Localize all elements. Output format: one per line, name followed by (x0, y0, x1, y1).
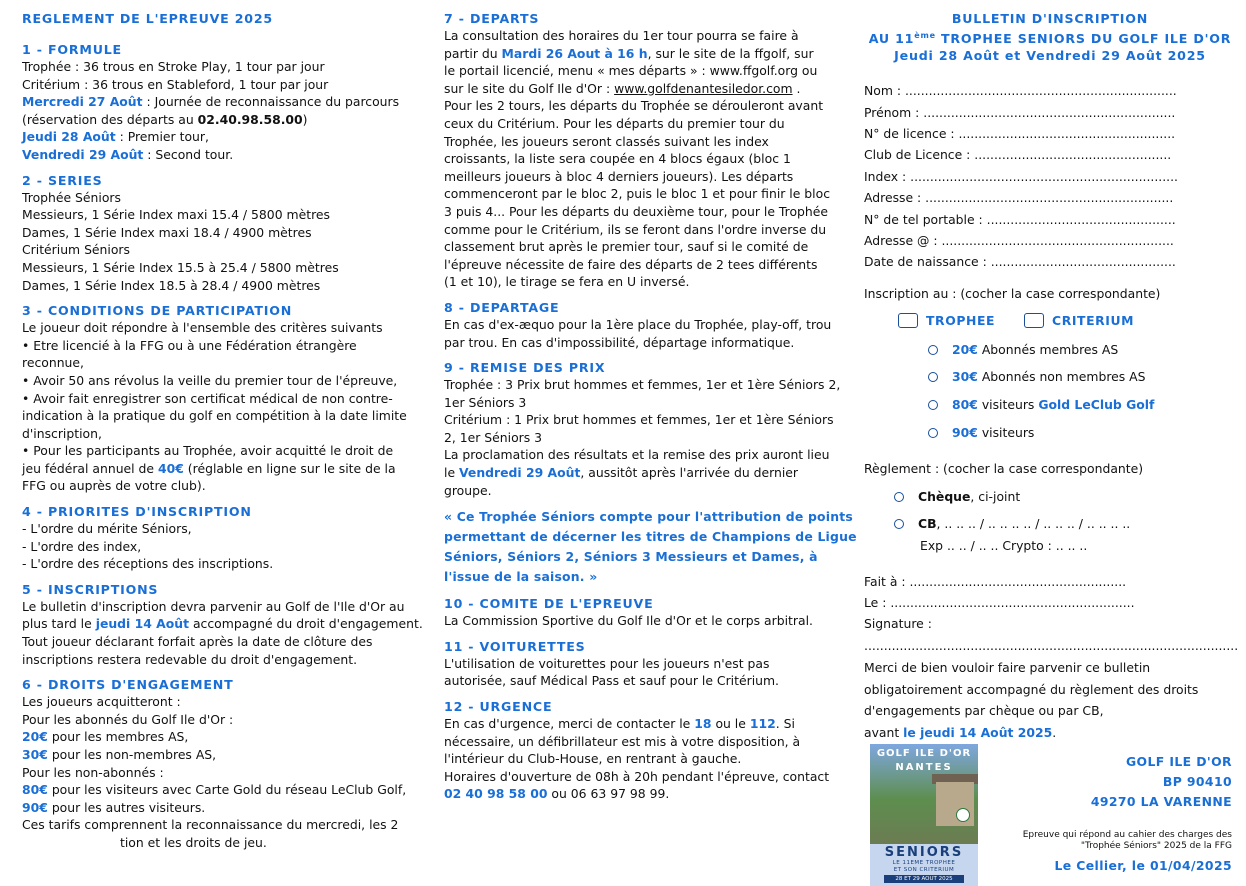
departs-line: Pour les 2 tours, les départs du Trophée se dérouleront avant (444, 98, 824, 114)
droits-line: Ces tarifs comprennent la reconnaissance du mercredi, les 2 (22, 817, 399, 833)
droits-line: tion et les droits de jeu. (120, 834, 267, 850)
trophee-checkbox[interactable] (898, 313, 918, 328)
fee-amount: 20€ (952, 342, 978, 357)
cb-number-field[interactable]: , .. .. .. / .. .. .. .. / .. .. .. / .. .. .. .. (936, 516, 1131, 531)
date-text: Jeudi 28 Août (22, 129, 116, 145)
departs-text: . (792, 80, 801, 96)
urgence-line: Horaires d'ouverture de 08h à 20h pendant l'épreuve, contact (444, 768, 830, 784)
emergency-number: 18 (694, 716, 712, 732)
fee-radio[interactable] (928, 372, 938, 382)
priorites-line: - L'ordre des index, (22, 538, 142, 554)
conditions-line: Le joueur doit répondre à l'ensemble des critères suivants (22, 320, 383, 336)
series-line: Trophée Séniors (22, 189, 121, 205)
formule-text: (réservation des départs au (22, 111, 198, 127)
phone-text: 02 40 98 58 00 (444, 786, 548, 802)
amount-text: 90€ (22, 799, 48, 815)
website-link[interactable]: www.golfdenantesiledor.com (614, 80, 793, 96)
series-line: Messieurs, 1 Série Index 15.5 à 25.4 / 5800 mètres (22, 259, 339, 275)
departs-line: l'épreuve nécessite de faire des départs de 2 tees différents (444, 256, 818, 272)
droits-line: Les joueurs acquitteront : (22, 694, 181, 710)
fee-option[interactable] (928, 342, 1118, 357)
droits-text: pour les visiteurs avec Carte Gold du réseau LeClub Golf, (47, 782, 407, 798)
fee-option[interactable] (928, 397, 1154, 412)
merci-block (864, 657, 1198, 743)
poster-city: NANTES (895, 762, 953, 773)
birthdate-field[interactable]: Date de naissance : ............................................... (864, 254, 1176, 270)
phone-field[interactable]: N° de tel portable : ................................................ (864, 211, 1176, 227)
fee-amount: 30€ (952, 369, 978, 384)
tournament-poster-image (870, 744, 978, 886)
inscriptions-line: Tout joueur déclarant forfait après la date de clôture des (22, 634, 373, 650)
licence-field[interactable]: N° de licence : ....................................................... (864, 126, 1176, 141)
prix-line: La proclamation des résultats et la remise des prix auront lieu (444, 447, 830, 463)
prix-line: 1er Séniors 3 (444, 394, 527, 410)
quote-line: Séniors, Séniors 2, Séniors 3 Messieurs et Dames, à (444, 549, 818, 565)
conditions-line: • Etre licencié à la FFG ou à une Fédération étrangère (22, 337, 357, 353)
inscription-label: Inscription au : (cocher la case correspondante) (864, 285, 1161, 301)
urgence-heading: 12 - URGENCE (444, 699, 553, 715)
departs-line: comme pour le Critérium, ils se feront dans l'ordre inverse du (444, 221, 827, 237)
date-text: Vendredi 29 Août (459, 465, 581, 481)
conditions-heading: 3 - CONDITIONS DE PARTICIPATION (22, 303, 293, 319)
departage-line: En cas d'ex-æquo pour la 1ère place du Trophée, play-off, trou (444, 316, 832, 332)
cheque-text (918, 489, 1020, 504)
criterium-checkbox[interactable] (1024, 313, 1044, 328)
departs-line: Trophée, les joueurs seront classés suivant les index (444, 133, 769, 149)
address-line: 49270 LA VARENNE (1090, 794, 1232, 809)
departage-line: par trou. En cas d'impossibilité, départage informatique. (444, 334, 795, 350)
priorites-line: - L'ordre du mérite Séniors, (22, 521, 192, 537)
address-field[interactable]: Adresse : ............................................................... (864, 190, 1174, 206)
fee-option[interactable] (928, 425, 1034, 440)
inscriptions-text: accompagné du droit d'engagement. (189, 616, 423, 632)
departs-heading: 7 - DEPARTS (444, 11, 540, 26)
departs-line: (1 et 10), le tirage se fera en U inversé. (444, 274, 690, 290)
departs-line: classement brut après le premier tour, sauf si le comité de (444, 239, 809, 255)
urgence-line (444, 785, 816, 803)
formule-heading: 1 - FORMULE (22, 42, 122, 57)
exp-crypto-field[interactable]: Exp .. .. / .. .. Crypto : .. .. .. (920, 538, 1088, 553)
registration-form (864, 10, 1236, 302)
merci-line: d'engagements par chèque ou par CB, (864, 703, 1104, 719)
form-dates: Jeudi 28 Août et Vendredi 29 Août 2025 (894, 48, 1206, 64)
fee-amount: 80€ (952, 397, 978, 412)
conditions-line: reconnue, (22, 355, 84, 371)
departs-text: partir du (444, 45, 502, 61)
prix-text: , aussitôt après l'arrivée du dernier (580, 465, 798, 481)
voiturettes-heading: 11 - VOITURETTES (444, 638, 586, 654)
poster-seniors: SENIORS (884, 845, 964, 860)
formule-line: Critérium : 36 trous en Stableford, 1 tour par jour (22, 76, 329, 92)
date-text: jeudi 14 Août (95, 616, 190, 632)
merci-line: Merci de bien vouloir faire parvenir ce bulletin (864, 660, 1151, 675)
formule-text: : Premier tour, (115, 129, 209, 145)
formule-line (22, 93, 400, 111)
fee-desc: Abonnés non membres AS (977, 369, 1146, 384)
fee-text (952, 397, 1154, 412)
droits-heading: 6 - DROITS D'ENGAGEMENT (22, 677, 234, 693)
inscriptions-heading: 5 - INSCRIPTIONS (22, 581, 159, 597)
prix-text: le (444, 465, 460, 481)
voiturettes-line: autorisée, sauf Médical Pass et sauf pour le Critérium. (444, 673, 779, 689)
place-date: Le Cellier, le 01/04/2025 (1054, 858, 1232, 873)
departs-line: 3 puis 4... Pour les départs du deuxième tour, pour le Trophée (444, 203, 829, 219)
droits-line (22, 746, 392, 764)
droits-line (22, 781, 407, 799)
ffg-note (1023, 830, 1232, 852)
departs-line: meilleurs joueurs à bloc 4 derniers joueurs). Les départs (444, 168, 794, 184)
emergency-number: 112 (749, 716, 776, 732)
formule-line: Trophée : 36 trous en Stroke Play, 1 tour par jour (22, 59, 325, 74)
cheque-desc: , ci-joint (970, 489, 1021, 504)
amount-text: 20€ (22, 729, 48, 745)
urgence-line: l'intérieur du Club-House, en rentrant à gauche. (444, 751, 742, 767)
merci-line: obligatoirement accompagné du règlement des droits (864, 681, 1199, 697)
prix-line (444, 464, 816, 482)
fee-desc: visiteurs (977, 425, 1035, 440)
cheque-label: Chèque (918, 489, 971, 504)
fee-radio[interactable] (928, 428, 938, 438)
criterium-option[interactable] (1024, 313, 1134, 328)
droits-line (22, 799, 392, 817)
formule-line (22, 111, 392, 129)
departs-text: , sur le site de la ffgolf, sur (647, 45, 814, 61)
conditions-text: (réglable en ligne sur le site de la (183, 460, 396, 476)
fee-amount: 90€ (952, 425, 978, 440)
merci-line (864, 722, 1198, 744)
club-field[interactable]: Club de Licence : .................................................. (864, 147, 1172, 163)
amount-text: 40€ (157, 460, 184, 476)
formule-text: : Second tour. (143, 146, 234, 162)
conditions-line: FFG ou auprès de votre club). (22, 478, 206, 494)
urgence-text: ou 06 63 97 98 99. (547, 786, 670, 802)
conditions-line: d'inscription, (22, 425, 102, 441)
merci-text: . (1052, 724, 1057, 740)
departs-line (444, 80, 816, 98)
inscriptions-line: Le bulletin d'inscription devra parvenir au Golf de l'Ile d'Or au (22, 598, 405, 614)
droits-line: Pour les abonnés du Golf Ile d'Or : (22, 711, 234, 727)
prix-heading: 9 - REMISE DES PRIX (444, 360, 606, 376)
quote-line: permettant de décerner les titres de Champions de Ligue (444, 529, 857, 545)
series-line: Messieurs, 1 Série Index maxi 15.4 / 5800 mètres (22, 207, 330, 223)
address-line: BP 90410 (1162, 774, 1232, 789)
form-title: BULLETIN D'INSCRIPTION (951, 11, 1149, 26)
fee-text (952, 369, 1146, 384)
poster-seal-icon (956, 808, 970, 822)
formule-line (22, 146, 392, 164)
rules-column-2 (444, 10, 857, 803)
urgence-line: nécessaire, un défibrillateur est mis à votre disposition, à (444, 733, 801, 749)
fee-option[interactable] (928, 369, 1146, 384)
departs-line (444, 45, 816, 63)
inscriptions-line (22, 615, 423, 633)
firstname-field[interactable]: Prénom : ................................................................ (864, 104, 1176, 120)
date-text: Mercredi 27 Août (22, 94, 143, 110)
date-text: Mardi 26 Aout à 16 h (501, 45, 648, 61)
urgence-text: . Si (775, 716, 795, 732)
signature-line[interactable]: ............................................................................................... (864, 638, 1239, 653)
departs-line: La consultation des horaires du 1er tour pourra se faire à (444, 28, 799, 43)
conditions-line: • Avoir fait enregistrer son certificat médical de non contre- (22, 390, 393, 406)
signature-label: Signature : (864, 616, 932, 631)
fee-radio[interactable] (928, 400, 938, 410)
droits-line (22, 728, 392, 746)
deadline-date: le jeudi 14 Août 2025 (903, 724, 1053, 740)
merci-text: avant (864, 724, 904, 740)
urgence-text: En cas d'urgence, merci de contacter le (444, 716, 695, 732)
quote-line: « Ce Trophée Séniors compte pour l'attribution de points (444, 509, 853, 525)
trophee-label: TROPHEE (926, 313, 996, 328)
cb-label: CB (918, 516, 937, 531)
departage-heading: 8 - DEPARTAGE (444, 299, 560, 315)
urgence-text: ou le (711, 716, 750, 732)
departs-line: croissants, la liste sera coupée en 4 blocs égaux (bloc 1 (444, 151, 791, 167)
droits-text: pour les membres AS, (47, 729, 189, 745)
series-heading: 2 - SERIES (22, 172, 103, 188)
poster-title: GOLF ILE D'OR (876, 748, 972, 759)
form-subtitle-text: AU 11 (868, 31, 915, 47)
droits-text: pour les autres visiteurs. (47, 799, 206, 815)
form-subtitle-text: TROPHEE SENIORS DU GOLF ILE D'OR (935, 31, 1232, 47)
series-line: Dames, 1 Série Index 18.5 à 28.4 / 4900 mètres (22, 277, 321, 293)
fait-field[interactable]: Fait à : ....................................................... (864, 574, 1127, 589)
series-line: Dames, 1 Série Index maxi 18.4 / 4900 mètres (22, 224, 312, 240)
email-field[interactable]: Adresse @ : ........................................................... (864, 233, 1174, 249)
droits-text: pour les non-membres AS, (47, 747, 217, 762)
fee-text (952, 425, 1034, 440)
comite-heading: 10 - COMITE DE L'EPREUVE (444, 596, 654, 612)
address-line: GOLF ILE D'OR (1125, 754, 1232, 769)
formule-text: ) (302, 111, 308, 127)
date-field[interactable]: Le : .............................................................. (864, 595, 1135, 610)
departs-line: ceux du Critérium. Pour les départs du premier tour du (444, 115, 785, 131)
amount-text: 80€ (22, 782, 48, 798)
phone-text: 02.40.98.58.00 (197, 111, 303, 127)
fee-desc: visiteurs (977, 397, 1039, 412)
form-subtitle-sup: ème (914, 31, 936, 40)
cheque-option[interactable] (894, 489, 1020, 504)
prix-line: Critérium : 1 Prix brut hommes et femmes, 1er et 1ère Séniors (444, 412, 834, 428)
conditions-line: indication à la pratique du golf en compétition à la date limite (22, 408, 407, 424)
club-address (1091, 752, 1232, 812)
inscriptions-line: inscriptions restera redevable du droit d'engagement. (22, 651, 358, 667)
formule-text: : Journée de reconnaissance du parcours (142, 94, 400, 110)
fee-radio[interactable] (928, 345, 938, 355)
cb-radio[interactable] (894, 519, 904, 529)
reglement-label: Règlement : (cocher la case correspondante) (864, 461, 1144, 476)
series-line: Critérium Séniors (22, 242, 130, 258)
form-subtitle (864, 27, 1236, 47)
amount-text: 30€ (22, 747, 48, 762)
ffg-note-line: Epreuve qui répond au cahier des charges des (1022, 830, 1232, 840)
fee-extra: Gold LeClub Golf (1038, 397, 1155, 412)
fee-text (952, 342, 1118, 357)
index-field[interactable]: Index : .................................................................... (864, 168, 1178, 184)
poster-date: 28 ET 29 AOUT 2025 (884, 875, 964, 883)
ffg-note-line: "Trophée Séniors" 2025 de la FFG (1080, 841, 1232, 851)
comite-line: La Commission Sportive du Golf Ile d'Or et le corps arbitral. (444, 613, 813, 629)
departs-line: le portail licencié, menu « mes départs » : www.ffgolf.org ou (444, 63, 818, 79)
formule-line (22, 128, 392, 146)
quote-line: l'issue de la saison. » (444, 569, 598, 585)
inscriptions-text: plus tard le (22, 616, 96, 632)
poster-subtitle: LE 11EME TROPHEE (892, 860, 956, 866)
rules-column (22, 10, 423, 852)
fee-desc: Abonnés membres AS (977, 342, 1119, 357)
conditions-line (22, 460, 396, 478)
cb-option[interactable] (894, 516, 1130, 531)
trophee-option[interactable] (898, 313, 995, 328)
voiturettes-line: L'utilisation de voiturettes pour les joueurs n'est pas (444, 655, 770, 671)
departs-line: commenceront par le bloc 2, puis le bloc 1 et pour finir le bloc (444, 186, 831, 202)
rules-title: REGLEMENT DE L'EPREUVE 2025 (22, 11, 273, 26)
criterium-label: CRITERIUM (1052, 313, 1135, 328)
droits-line: Pour les non-abonnés : (22, 764, 164, 780)
date-text: Vendredi 29 Août (22, 146, 144, 162)
cb-text (918, 516, 1130, 531)
poster-subtitle: ET SON CRITERIUM (893, 867, 955, 873)
priorites-heading: 4 - PRIORITES D'INSCRIPTION (22, 504, 252, 520)
prix-line: groupe. (444, 482, 492, 498)
cheque-radio[interactable] (894, 492, 904, 502)
prix-line: 2, 1er Séniors 3 (444, 429, 543, 445)
name-field[interactable]: Nom : ..................................................................... (864, 83, 1177, 99)
departs-text: sur le site du Golf Ile d'Or : (444, 80, 615, 96)
urgence-line (444, 715, 816, 733)
conditions-line: • Pour les participants au Trophée, avoir acquitté le droit de (22, 443, 394, 459)
conditions-text: jeu fédéral annuel de (22, 460, 158, 476)
priorites-line: - L'ordre des réceptions des inscriptions. (22, 556, 274, 572)
prix-line: Trophée : 3 Prix brut hommes et femmes, 1er et 1ère Séniors 2, (444, 377, 841, 393)
conditions-line: • Avoir 50 ans révolus la veille du premier tour de l'épreuve, (22, 372, 398, 388)
